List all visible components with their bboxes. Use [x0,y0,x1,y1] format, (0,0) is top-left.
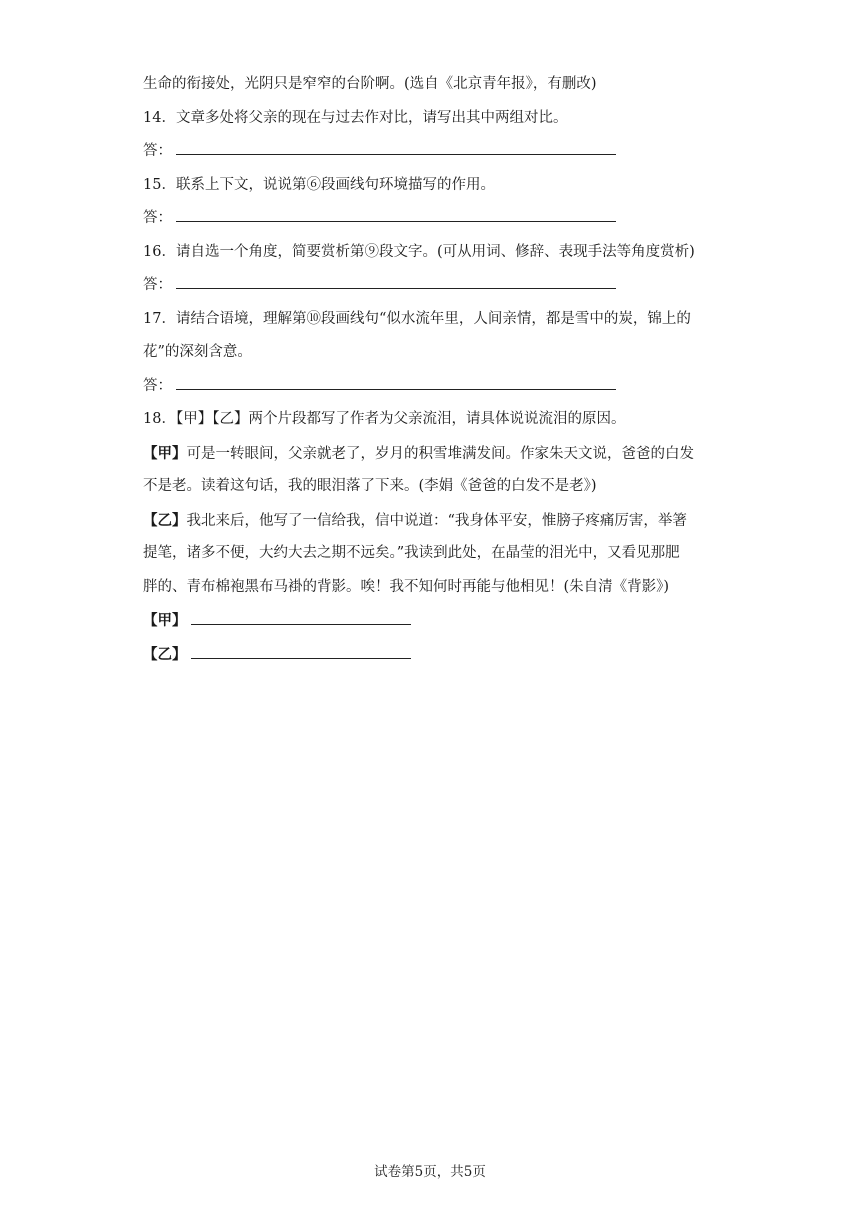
page-footer: 试卷第5页，共5页 [374,1164,486,1180]
page-content [143,68,723,671]
answer-blank-14[interactable] [176,138,616,155]
excerpt-yi-label: 【乙】 [143,511,187,529]
answer-16 [143,269,723,303]
question-16: 16．请自选一个角度，简要赏析第⑨段文字。(可从用词、修辞、表现手法等角度赏析) [143,243,695,260]
question-14: 14．文章多处将父亲的现在与过去作对比，请写出其中两组对比。 [143,109,568,126]
answer-blank-18-yi[interactable] [191,642,411,659]
answer-blank-16[interactable] [176,272,616,289]
answer-yi-label: 【乙】 [143,645,187,663]
answer-14 [143,135,723,169]
answer-blank-18-jia[interactable] [191,608,411,625]
passage-tail: 生命的衔接处，光阴只是窄窄的台阶啊。(选自《北京青年报》，有删改) [143,76,597,92]
question-17-line-1: 17．请结合语境，理解第⑩段画线句“似水流年里，人间亲情，都是雪中的炭，锦上的 [143,310,691,327]
excerpt-yi-text-1: 我北来后，他写了一信给我，信中说道：“我身体平安，惟膀子疼痛厉害，举箸 [186,512,687,529]
answer-18-yi [143,638,723,672]
question-15: 15．联系上下文，说说第⑥段画线句环境描写的作用。 [143,176,495,193]
answer-18-jia [143,604,723,638]
answer-17 [143,370,723,404]
question-18: 18．【甲】【乙】两个片段都写了作者为父亲流泪，请具体说说流泪的原因。 [143,411,626,427]
question-17-line-2: 花”的深刻含意。 [143,344,252,360]
excerpt-jia-text-1: 可是一转眼间，父亲就老了，岁月的积雪堆满发间。作家朱天文说，爸爸的白发 [186,445,694,462]
excerpt-yi-line-3: 胖的、青布棉袍黑布马褂的背影。唉！我不知何时再能与他相见！(朱自清《背影》) [143,578,670,595]
answer-label: 答： [143,277,172,293]
answer-label: 答： [143,210,172,226]
answer-15 [143,202,723,236]
excerpt-jia-line-2: 不是老。读着这句话，我的眼泪落了下来。(李娟《爸爸的白发不是老》) [143,478,597,494]
answer-blank-15[interactable] [176,205,616,222]
excerpt-jia-label: 【甲】 [143,444,187,462]
answer-blank-17[interactable] [176,373,616,390]
excerpt-yi-line-2: 提笔，诸多不便，大约大去之期不远矣。”我读到此处，在晶莹的泪光中，又看见那肥 [143,545,680,561]
answer-jia-label: 【甲】 [143,612,187,629]
answer-label: 答： [143,377,172,394]
excerpt-yi-line-1 [143,504,723,538]
answer-label: 答： [143,143,172,159]
excerpt-jia-line-1 [143,437,723,471]
